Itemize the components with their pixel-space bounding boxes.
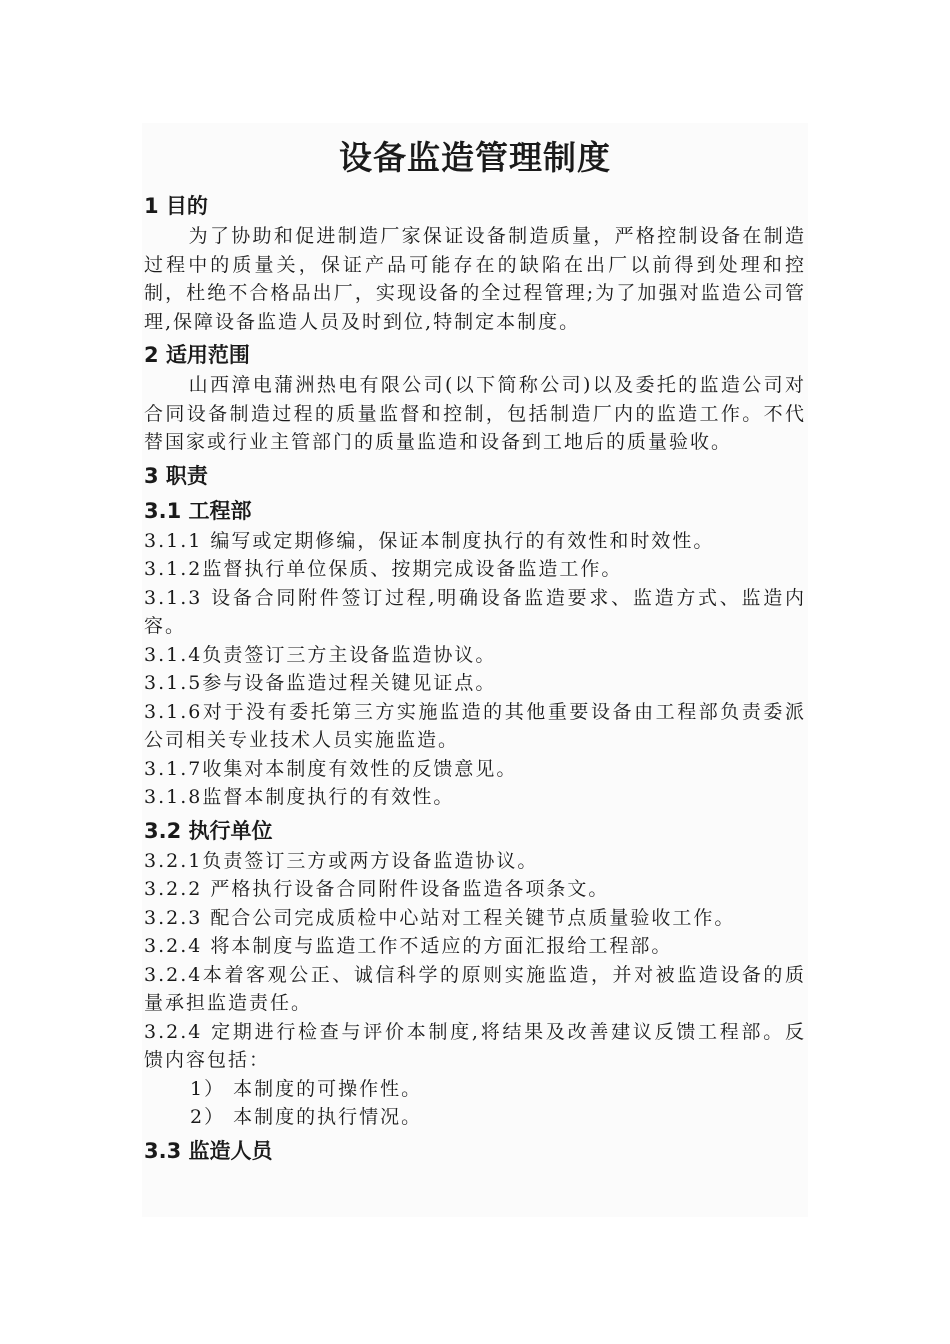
list-item: 3.1.1 编写或定期修编，保证本制度执行的有效性和时效性。 bbox=[144, 529, 715, 552]
section-heading-purpose: 1 目的 bbox=[144, 194, 208, 218]
subsection-heading-engineering: 3.1 工程部 bbox=[144, 498, 252, 523]
purpose-paragraph: 为了协助和促进制造厂家保证设备制造质量，严格控制设备在制造过程中的质量关，保证产品可能存在的缺陷在出厂以前得到处理和控制，杜绝不合格品出厂，实现设备的全过程管理;为了加强对监造公司管理,保障设备监造人员及时到位,特制定本制度。 bbox=[144, 225, 806, 333]
sub-list-item: 1） 本制度的可操作性。 bbox=[190, 1077, 423, 1100]
list-item: 3.2.2 严格执行设备合同附件设备监造各项条文。 bbox=[144, 878, 610, 900]
subsection-heading-executing-unit: 3.2 执行单位 bbox=[144, 818, 273, 843]
subsection-heading-supervisors: 3.3 监造人员 bbox=[144, 1138, 273, 1163]
list-item: 3.2.3 配合公司完成质检中心站对工程关键节点质量验收工作。 bbox=[144, 906, 736, 929]
list-item: 3.2.4 定期进行检查与评价本制度,将结果及改善建议反馈工程部。反馈内容包括： bbox=[144, 1020, 806, 1071]
list-item: 3.1.2监督执行单位保质、按期完成设备监造工作。 bbox=[144, 558, 623, 580]
list-item: 3.1.5参与设备监造过程关键见证点。 bbox=[144, 672, 497, 694]
list-item: 3.1.6对于没有委托第三方实施监造的其他重要设备由工程部负责委派公司相关专业技术人员实施监造。 bbox=[144, 700, 806, 751]
scope-paragraph: 山西漳电蒲洲热电有限公司(以下简称公司)以及委托的监造公司对合同设备制造过程的质量监督和控制，包括制造厂内的监造工作。不代替国家或行业主管部门的质量监造和设备到工地后的质量验收。 bbox=[144, 374, 806, 453]
list-item: 3.2.1负责签订三方或两方设备监造协议。 bbox=[144, 849, 539, 872]
sub-list-item: 2） 本制度的执行情况。 bbox=[190, 1106, 423, 1128]
list-item: 3.1.4负责签订三方主设备监造协议。 bbox=[144, 643, 497, 666]
list-item: 3.1.8监督本制度执行的有效性。 bbox=[144, 786, 455, 808]
section-heading-duties: 3 职责 bbox=[144, 463, 208, 488]
list-item: 3.1.7收集对本制度有效性的反馈意见。 bbox=[144, 757, 518, 780]
list-item: 3.1.3 设备合同附件签订过程,明确设备监造要求、监造方式、监造内容。 bbox=[144, 586, 806, 637]
document-page bbox=[142, 123, 808, 1217]
section-heading-scope: 2 适用范围 bbox=[144, 343, 250, 367]
list-item: 3.2.4本着客观公正、诚信科学的原则实施监造，并对被监造设备的质量承担监造责任。 bbox=[144, 963, 806, 1014]
document-title: 设备监造管理制度 bbox=[339, 138, 611, 177]
list-item: 3.2.4 将本制度与监造工作不适应的方面汇报给工程部。 bbox=[144, 935, 673, 957]
